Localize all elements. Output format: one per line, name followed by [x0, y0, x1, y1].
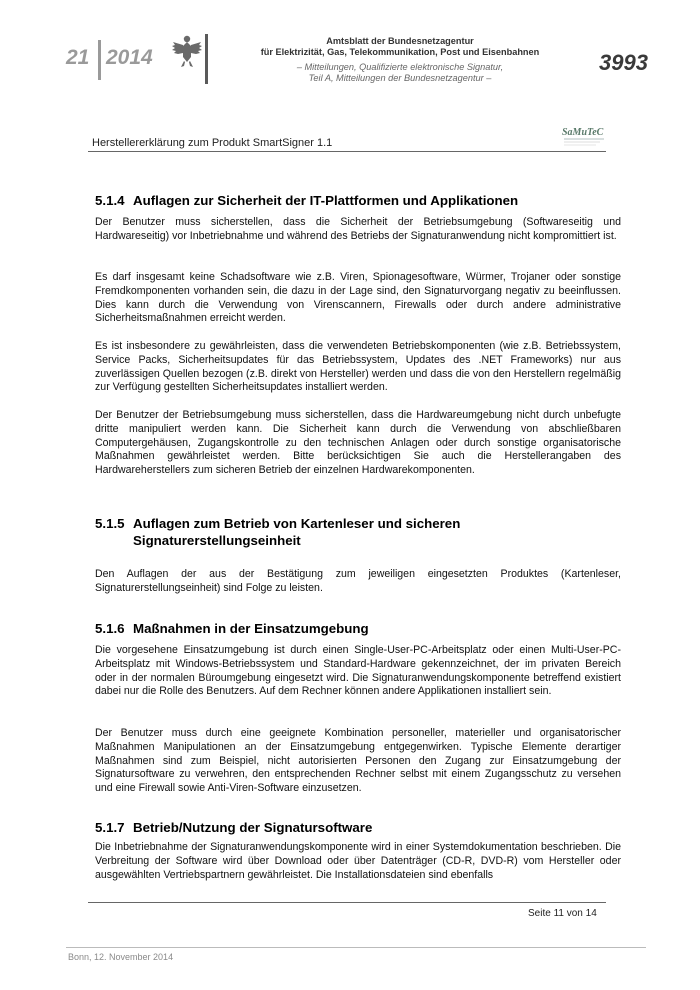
- section-title: Auflagen zur Sicherheit der IT-Plattformen und Applikationen: [133, 193, 519, 208]
- section-title: Maßnahmen in der Einsatzumgebung: [133, 621, 369, 636]
- footer-rule: [88, 902, 606, 903]
- page-of-pages: Seite 11 von 14: [528, 908, 597, 919]
- section-heading-5-1-4: [95, 192, 518, 209]
- document-header-title: Herstellererklärung zum Produkt SmartSigner 1.1: [92, 137, 333, 149]
- header-rule: [88, 151, 606, 152]
- gazette-date: Bonn, 12. November 2014: [68, 952, 174, 962]
- section-number: 5.1.5: [95, 516, 125, 531]
- paragraph: Die Inbetriebnahme der Signaturanwendungskomponente wird in einer Systemdokumentation beschrieben. Die Verbreitung der Software wird über Download oder über Datenträger (CD-R, DVD-R) vom Hersteller oder ausgewählten Vertriebspartnern gewährleistet. Die Installationsdateien sind ebenfalls: [95, 841, 621, 881]
- federal-eagle-icon: [170, 33, 204, 69]
- section-heading-5-1-5: [95, 515, 460, 549]
- issue-divider: [98, 40, 101, 80]
- section-heading-5-1-7: [95, 819, 372, 836]
- paragraph: Der Benutzer muss sicherstellen, dass die Sicherheit der Betriebsumgebung (Softwareseitig und Hardwareseitig) vor Inbetriebnahme und während des Betriebs der Signaturanwendung nicht kompromittiert ist.: [95, 216, 621, 242]
- paragraph: Es ist insbesondere zu gewährleisten, dass die verwendeten Betriebskomponenten (wie z.B. Betriebssystem, Service Packs, Sicherheitsupdates für das Betriebssystem, Updates des .NET Frameworks) nur aus zuverlässigen Quellen bezogen (z.B. direkt von Hersteller) werden und dass die von den Herstellern regelmäßig zur Verfügung gestellten Sicherheitsupdates installiert werden.: [95, 340, 621, 394]
- section-title-line2: Signaturerstellungseinheit: [133, 533, 301, 548]
- paragraph: Den Auflagen der aus der Bestätigung zum jeweiligen eingesetzten Produktes (Kartenleser, Signaturerstellungseinheit) sind Folge zu leisten.: [95, 568, 621, 594]
- paragraph: Es darf insgesamt keine Schadsoftware wie z.B. Viren, Spionagesoftware, Würmer, Trojaner oder sonstige Fremdkomponenten vorhanden sein, die dazu in der Lage sind, den Signaturvorgang negativ zu beeinflussen. Dies kann durch die Verwendung von Virenscannern, Firewalls oder durch andere administrative Sicherheitsmaßnahmen erreicht werden.: [95, 271, 621, 325]
- gazette-title-line2: für Elektrizität, Gas, Telekommunikation, Post und Eisenbahnen: [260, 47, 540, 57]
- paragraph: Der Benutzer der Betriebsumgebung muss sicherstellen, dass die Hardwareumgebung nicht durch unbefugte dritte manipuliert werden kann. Die Sicherheit kann durch die Verwendung von abschließbaren Computergehäusen, Zugangskontrolle zu den technischen Anlagen oder durch sonstige organisatorische Maßnahmen gewährleistet werden. Bitte berücksichtigen Sie auch die Herstellerangaben des Hardwareherstellers zum sicheren Betrieb der einzelnen Hardwarekomponenten.: [95, 409, 621, 477]
- section-heading-5-1-6: [95, 620, 369, 637]
- gazette-subtitle-line1: – Mitteilungen, Qualifizierte elektronische Signatur,: [296, 62, 504, 72]
- paragraph: Die vorgesehene Einsatzumgebung ist durch einen Single-User-PC-Arbeitsplatz oder einen Multi-User-PC-Arbeitsplatz mit Windows-Betriebssystem und Standard-Hardware gekennzeichnet, der im privaten Bereich oder in der normalen Büroumgebung eingesetzt wird. Die Signaturanwendungskomponente betreffend existiert dabei nur die Rolle des Benutzers. Auf dem Rechner können andere Applikationen installiert sein.: [95, 644, 621, 698]
- section-title-line1: Auflagen zum Betrieb von Kartenleser und sicheren: [133, 516, 461, 531]
- gazette-title-line1: Amtsblatt der Bundesnetzagentur: [326, 36, 474, 46]
- paragraph: Der Benutzer muss durch eine geeignete Kombination personeller, materieller und organisatorischer Maßnahmen Manipulationen an der Einsatzumgebung entgegenwirken. Typische Elemente derartiger Maßnahmen sind zum Beispiel, nicht autorisierten Personen den Zugang zur Einsatzumgebung der Signatursoftware zu verwehren, den entsprechenden Rechner selbst mit einem Zugangsschutz zu versehen und eine Firewall sowie Anti-Viren-Software einzusetzen.: [95, 727, 621, 795]
- section-number: 5.1.6: [95, 621, 125, 636]
- gazette-subtitle-line2: Teil A, Mitteilungen der Bundesnetzagentur –: [308, 73, 492, 83]
- issue-year: 2014: [106, 46, 153, 69]
- issue-number: 21: [66, 46, 90, 69]
- logo-divider: [205, 34, 208, 84]
- samutec-logo: [560, 123, 606, 149]
- gazette-page-number: 3993: [599, 50, 648, 75]
- section-number: 5.1.7: [95, 820, 125, 835]
- samutec-logo-text: SaMuTeC: [562, 127, 604, 138]
- section-title: Betrieb/Nutzung der Signatursoftware: [133, 820, 373, 835]
- gazette-footer-rule: [66, 947, 646, 948]
- section-number: 5.1.4: [95, 193, 125, 208]
